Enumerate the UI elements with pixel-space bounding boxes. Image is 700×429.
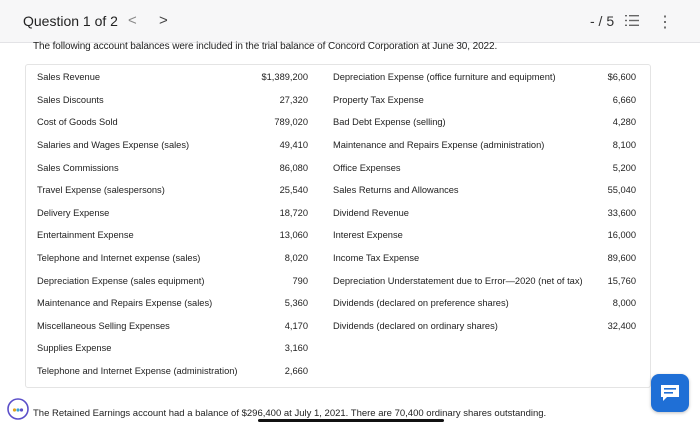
question-header (0, 0, 700, 43)
account-amount: 789,020 (274, 117, 308, 128)
account-label: Dividends (declared on preference shares) (333, 298, 509, 309)
account-row (333, 89, 636, 112)
account-amount: $1,389,200 (261, 72, 308, 83)
account-label: Cost of Goods Sold (37, 117, 118, 128)
account-label: Sales Revenue (37, 72, 101, 83)
account-amount: 49,410 (279, 140, 308, 151)
account-label: Sales Returns and Allowances (333, 185, 459, 196)
account-row (333, 179, 636, 202)
account-label: Bad Debt Expense (selling) (333, 117, 446, 128)
account-amount: 4,170 (284, 320, 308, 331)
account-row (333, 134, 636, 157)
account-amount: 33,600 (607, 207, 636, 218)
chat-bubble-icon (659, 383, 681, 403)
account-amount: 18,720 (279, 207, 308, 218)
account-amount: 16,000 (607, 230, 636, 241)
account-amount: 13,060 (279, 230, 308, 241)
problem-intro: The following account balances were included in the trial balance of Concord Corporation at June 30, 2022. (33, 41, 498, 52)
account-row (333, 315, 636, 338)
account-amount: 8,020 (284, 253, 308, 264)
account-row (333, 202, 636, 225)
more-vertical-icon[interactable]: ⋮ (657, 14, 673, 31)
account-amount: 5,360 (284, 298, 308, 309)
retained-earnings-note: The Retained Earnings account had a balance of $296,400 at July 1, 2021. There are 70,400 ordinary shares outstanding. (33, 408, 547, 419)
account-label: Entertainment Expense (37, 230, 134, 241)
account-amount: 8,000 (612, 298, 636, 309)
account-label: Maintenance and Repairs Expense (administration) (333, 140, 545, 151)
account-label: Travel Expense (salespersons) (37, 185, 165, 196)
account-label: Dividend Revenue (333, 207, 409, 218)
account-row (333, 156, 636, 179)
account-row (333, 66, 636, 89)
account-label: Depreciation Expense (office furniture and equipment) (333, 72, 556, 83)
account-row (37, 111, 308, 134)
account-amount: 4,280 (612, 117, 636, 128)
account-row (37, 337, 308, 360)
right-accounts-column (333, 66, 636, 337)
account-label: Sales Commissions (37, 162, 119, 173)
account-amount: 2,660 (284, 366, 308, 377)
account-row (37, 315, 308, 338)
previous-question-button[interactable]: < (128, 12, 137, 29)
account-row (37, 89, 308, 112)
account-label: Delivery Expense (37, 207, 110, 218)
account-label: Interest Expense (333, 230, 403, 241)
account-label: Telephone and Internet expense (sales) (37, 253, 201, 264)
account-amount: 3,160 (284, 343, 308, 354)
account-row (37, 224, 308, 247)
account-label: Office Expenses (333, 162, 401, 173)
account-row (37, 247, 308, 270)
account-row (333, 111, 636, 134)
account-label: Property Tax Expense (333, 94, 424, 105)
account-label: Dividends (declared on ordinary shares) (333, 320, 498, 331)
account-amount: 86,080 (279, 162, 308, 173)
account-label: Income Tax Expense (333, 253, 420, 264)
score-display: - / 5 (590, 13, 615, 29)
account-label: Supplies Expense (37, 343, 112, 354)
account-amount: $6,600 (607, 72, 636, 83)
account-label: Maintenance and Repairs Expense (sales) (37, 298, 213, 309)
account-row (333, 292, 636, 315)
account-amount: 25,540 (279, 185, 308, 196)
account-row (333, 224, 636, 247)
account-amount: 27,320 (279, 94, 308, 105)
account-label: Depreciation Expense (sales equipment) (37, 275, 205, 286)
assistant-avatar-icon[interactable] (7, 398, 29, 420)
account-row (37, 179, 308, 202)
account-row (37, 66, 308, 89)
account-row (333, 269, 636, 292)
next-question-button[interactable]: > (159, 12, 168, 29)
account-row (37, 269, 308, 292)
account-label: Depreciation Understatement due to Error—2020 (net of tax) (333, 275, 583, 286)
account-row (333, 247, 636, 270)
chat-help-button[interactable] (651, 374, 689, 412)
account-row (37, 156, 308, 179)
account-label: Telephone and Internet Expense (administration) (37, 366, 238, 377)
left-accounts-column (37, 66, 308, 382)
account-amount: 15,760 (607, 275, 636, 286)
account-amount: 8,100 (612, 140, 636, 151)
question-counter: Question 1 of 2 (23, 13, 118, 29)
account-amount: 89,600 (607, 253, 636, 264)
list-numbered-icon[interactable] (625, 14, 639, 27)
account-amount: 790 (292, 275, 308, 286)
account-label: Miscellaneous Selling Expenses (37, 320, 170, 331)
account-row (37, 292, 308, 315)
account-label: Sales Discounts (37, 94, 104, 105)
account-row (37, 202, 308, 225)
account-row (37, 134, 308, 157)
scroll-indicator (258, 419, 444, 422)
account-row (37, 360, 308, 383)
account-amount: 5,200 (612, 162, 636, 173)
account-amount: 55,040 (607, 185, 636, 196)
account-amount: 6,660 (612, 94, 636, 105)
account-amount: 32,400 (607, 320, 636, 331)
account-label: Salaries and Wages Expense (sales) (37, 140, 190, 151)
